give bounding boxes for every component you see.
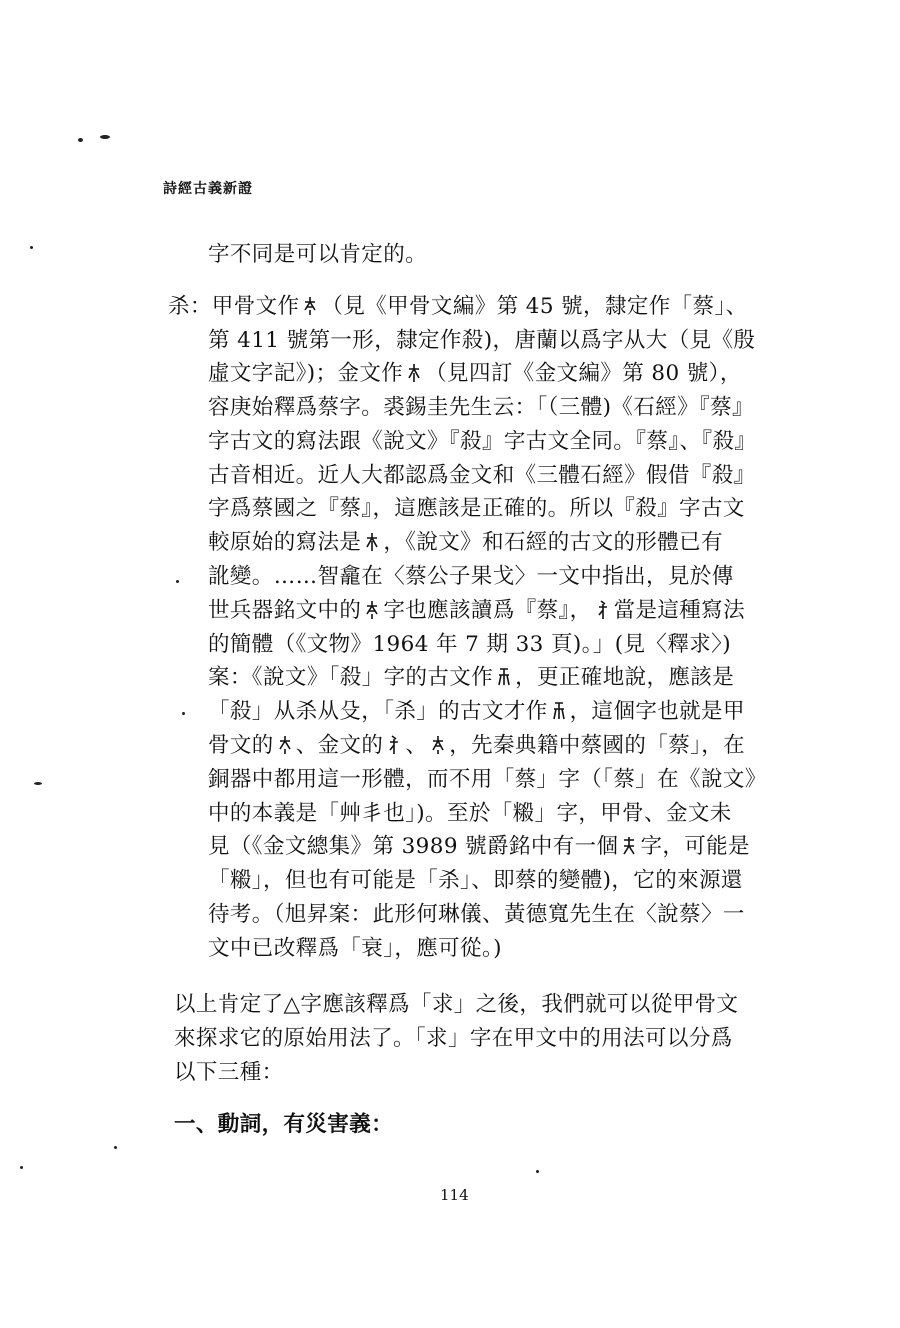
scan-speck [20, 1166, 23, 1169]
scan-speck [182, 712, 185, 715]
note-line-17 [208, 832, 750, 862]
section-heading: 一、動詞，有災害義： [174, 1112, 394, 1137]
note-line-8 [208, 528, 723, 558]
main-paragraph-line: 以下三種： [174, 1060, 284, 1085]
note-text: 文中已改釋爲「衰」，應可從。) [208, 936, 502, 961]
note-text: 骨文的 [208, 733, 274, 758]
ancient-glyph-icon [364, 532, 380, 552]
note-text: 世兵器銘文中的 [208, 598, 362, 623]
note-line-15 [208, 765, 767, 795]
bronze-glyph-icon [430, 735, 446, 755]
shuowen-ancient-glyph-icon [551, 701, 567, 721]
note-line-3 [208, 359, 742, 389]
note-line-11 [208, 630, 731, 660]
note-line-2 [208, 326, 755, 356]
scan-speck [78, 138, 83, 142]
note-line-7 [208, 494, 745, 524]
note-text: 古音相近。近人大都認爲金文和《三體石經》假借『殺』 [208, 463, 756, 488]
note-text: 字古文的寫法跟《說文》『殺』字古文全同。『蔡』、『殺』 [208, 429, 757, 454]
note-text: 待考。（旭昇案：此形何琳儀、黃德寬先生在〈說蔡〉一 [208, 902, 745, 927]
note-text: ，這個字也就是甲 [569, 699, 745, 724]
note-text: 虛文字記》)；金文作 [208, 361, 404, 386]
note-line-4 [208, 393, 754, 423]
note-text: 、金文的 [295, 733, 384, 758]
note-text: ，先秦典籍中蔡國的「蔡」，在 [449, 733, 746, 758]
scan-speck [34, 782, 42, 785]
main-paragraph-line: 來探求它的原始用法了。「求」字在甲文中的用法可以分爲 [174, 1026, 733, 1051]
note-line-6 [208, 461, 756, 491]
note-text: 案：《說文》「殺」字的古文作 [208, 665, 494, 690]
note-text: 「䊛」，但也有可能是「杀」、即蔡的變體)，它的來源還 [208, 868, 743, 893]
scan-speck [100, 135, 110, 139]
shuowen-ancient-glyph-icon [496, 667, 512, 687]
simplified-glyph-icon [595, 600, 611, 620]
note-line-9 [208, 562, 734, 592]
note-line-13 [208, 697, 745, 727]
note-text: 容庚始釋爲蔡字。裘錫圭先生云：「（三體)《石經》『蔡』 [208, 395, 754, 420]
scan-speck [176, 580, 179, 583]
note-text: 當是這種寫法 [613, 598, 745, 623]
note-line-5 [208, 427, 756, 457]
note-text: 的簡體（《文物》1964 年 7 期 33 頁)。」(見〈釋求〉) [208, 632, 732, 657]
note-head-char: 杀 [168, 294, 190, 319]
oracle-bone-glyph-icon [302, 296, 318, 316]
note-text: 「殺」从杀从殳，「杀」的古文才作 [208, 699, 548, 724]
note-line-10 [208, 596, 745, 626]
note-text: ：甲骨文作 [189, 294, 300, 319]
note-text: 較原始的寫法是 [208, 530, 362, 555]
page-number: 114 [440, 1186, 469, 1204]
note-line-19 [208, 900, 745, 930]
scan-speck [114, 1146, 117, 1149]
note-text: 、 [405, 733, 428, 758]
scan-speck [30, 246, 33, 249]
main-paragraph-line: 以上肯定了△字應該釋爲「求」之後，我們就可以從甲骨文 [174, 992, 739, 1017]
note-text: 訛變。……智龕在〈蔡公子果戈〉一文中指出，見於傳 [208, 564, 734, 589]
note-text: ，《說文》和石經的古文的形體已有 [383, 530, 723, 555]
oracle-bone-glyph-icon [277, 735, 293, 755]
note-text: 字爲蔡國之『蔡』，這應該是正確的。所以『殺』字古文 [208, 496, 745, 521]
note-text: 中的本義是「艸丯也」)。至於「䊛」字，甲骨、金文未 [208, 801, 732, 826]
weapon-inscription-glyph-icon [364, 600, 380, 620]
note-line-20 [208, 934, 502, 964]
bronze-glyph-icon [406, 363, 422, 383]
note-line-16 [208, 799, 732, 829]
note-text: 見（《金文總集》第 3989 號爵銘中有一個 [208, 834, 619, 859]
note-line-1 [168, 292, 748, 322]
note-text: 字也應該讀爲『蔡』， [383, 598, 592, 623]
note-text: ，更正確地說，應該是 [515, 665, 735, 690]
note-text: 第 411 號第一形，隸定作殺)，唐蘭以爲字从大（見《殷 [208, 328, 756, 353]
jue-inscription-glyph-icon [621, 836, 637, 856]
intro-line: 字不同是可以肯定的。 [208, 242, 428, 267]
note-text: （見四訂《金文編》第 80 號）， [425, 361, 742, 386]
note-line-12 [208, 663, 734, 693]
note-line-14 [208, 731, 745, 761]
scan-speck [536, 1170, 539, 1173]
note-line-18 [208, 866, 743, 896]
running-head: 詩經古義新證 [163, 181, 253, 197]
note-text: （見《甲骨文編》第 45 號，隸定作「蔡」、 [321, 294, 748, 319]
note-text: 字，可能是 [640, 834, 750, 859]
bronze-glyph-icon [386, 735, 402, 755]
note-text: 銅器中都用這一形體，而不用「蔡」字（「蔡」在《說文》 [208, 767, 767, 792]
